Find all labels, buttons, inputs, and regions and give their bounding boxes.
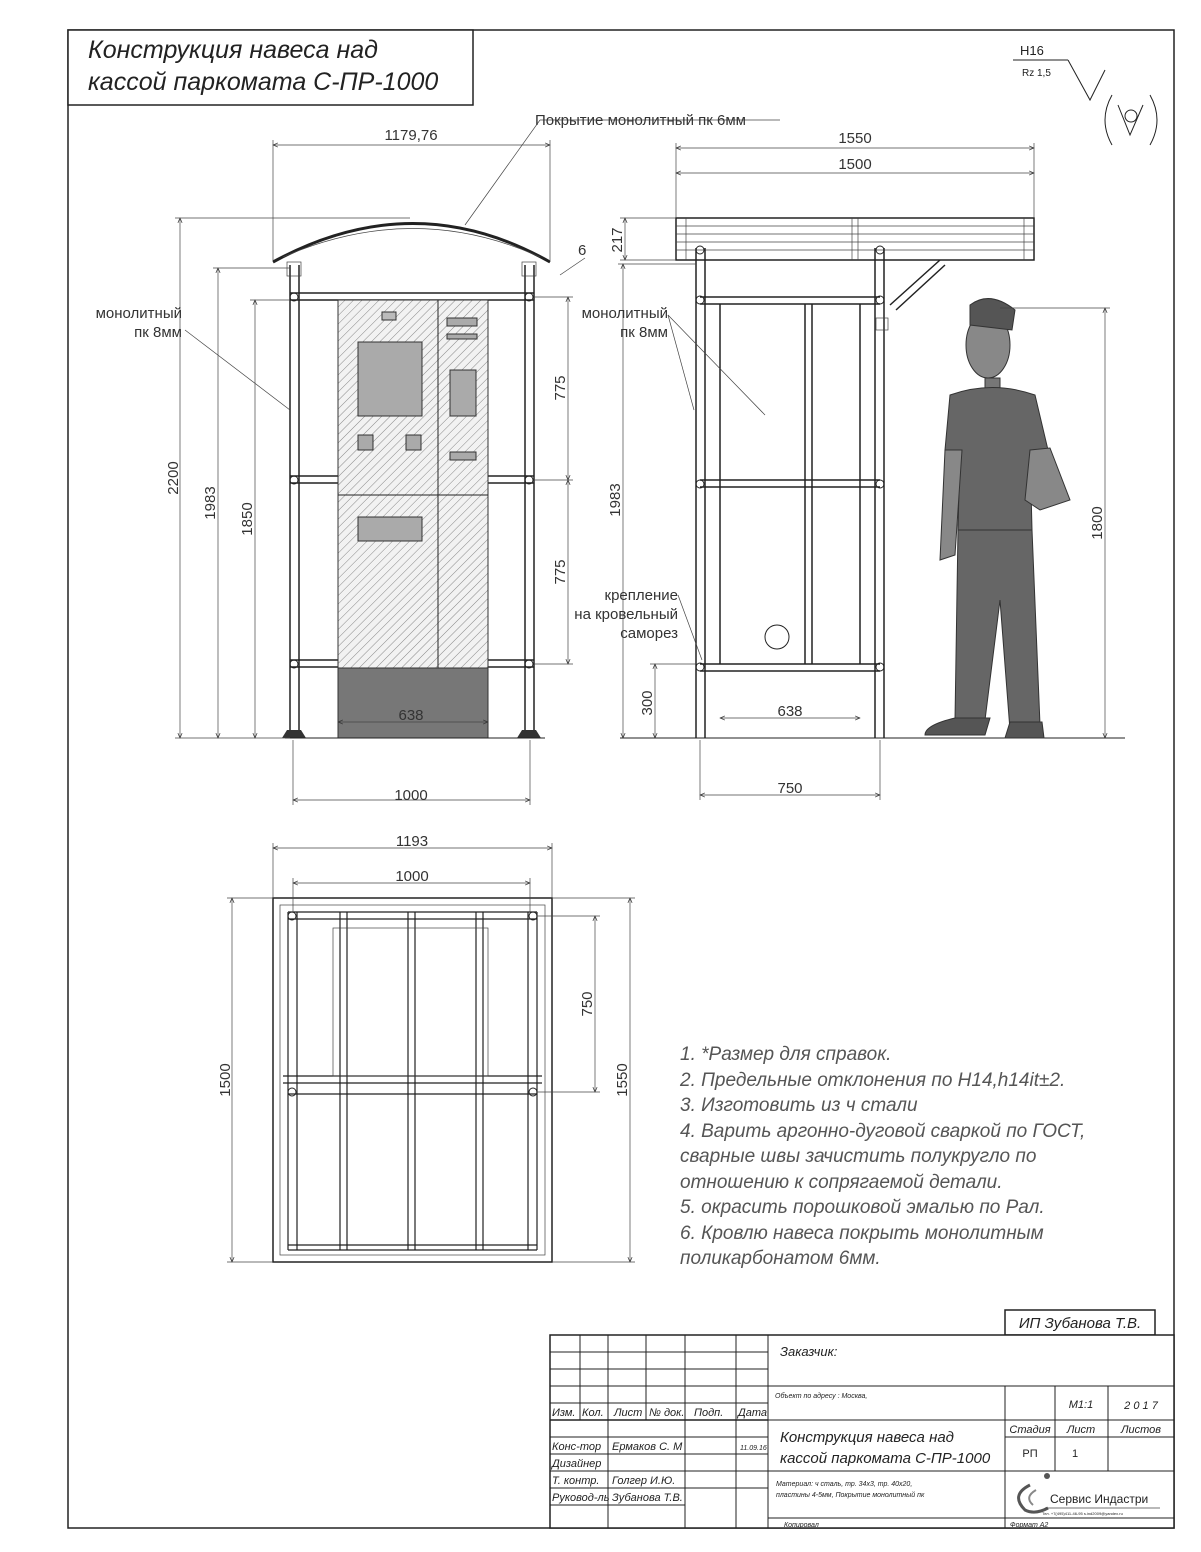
- year-value: 2 0 1 7: [1124, 1400, 1158, 1412]
- scale-value: М1:1: [1068, 1399, 1094, 1411]
- plan-dim-750: 750: [579, 991, 596, 1017]
- side-dim-1500: 1500: [838, 156, 872, 173]
- note-line: 3. Изготовить из ч стали: [680, 1095, 918, 1116]
- header-list: Лист: [614, 1407, 643, 1419]
- note-line: 1. *Размер для справок.: [680, 1044, 892, 1065]
- front-dim-kiosk: 638: [398, 707, 424, 724]
- material-line-1: Материал: ч сталь, тр. 34х3, тр. 40х20,: [776, 1481, 913, 1488]
- drawing-name-1: Конструкция навеса над: [780, 1429, 954, 1446]
- copied-label: Копировал: [784, 1522, 819, 1529]
- person-control: Голгер И.Ю.: [612, 1475, 676, 1487]
- plan-dim-1193: 1193: [395, 833, 429, 850]
- plan-view: [217, 833, 635, 1262]
- company-contact: Тел. +7(495)411-46-95 s.ind2009@yandex.ru: [1042, 1511, 1123, 1516]
- front-label-cover: Покрытие монолитный пк 6мм: [535, 112, 746, 129]
- front-dim-2200: 2200: [165, 461, 182, 495]
- customer-label: Заказчик:: [780, 1344, 838, 1359]
- title-block: [550, 1310, 1174, 1529]
- header-sign: Подп.: [694, 1407, 724, 1419]
- company-logo-text: Сервис Индастри: [1050, 1492, 1149, 1506]
- side-dim-750: 750: [777, 780, 803, 797]
- plan-dim-1000: 1000: [395, 868, 429, 885]
- side-view: [574, 130, 1125, 800]
- front-dim-775-upper: 775: [552, 375, 569, 401]
- person-designer: Ермаков С. М: [612, 1441, 683, 1453]
- side-dim-1800: 1800: [1089, 506, 1106, 540]
- format-label: Формат А2: [1010, 1522, 1049, 1529]
- side-label-mono-1: монолитный: [581, 305, 668, 322]
- company-name: ИП Зубанова Т.В.: [1018, 1315, 1142, 1332]
- header-kol: Кол.: [582, 1407, 604, 1419]
- plan-dim-1500: 1500: [217, 1063, 234, 1097]
- front-dim-top: 1179,76: [384, 127, 438, 144]
- note-line: 4. Варить аргонно-дуговой сваркой по ГОСТ,: [680, 1121, 1086, 1142]
- note-line: 6. Кровлю навеса покрыть монолитным: [680, 1223, 1044, 1244]
- plan-dim-1550: 1550: [614, 1063, 631, 1097]
- side-dim-300: 300: [639, 690, 656, 716]
- side-label-mono-2: пк 8мм: [620, 324, 668, 341]
- side-dim-1983: 1983: [607, 483, 624, 517]
- material-line-2: пластины 4-5мм, Покрытие монолитный пк: [776, 1492, 925, 1499]
- note-line: 2. Предельные отклонения по H14,h14it±2.: [680, 1070, 1066, 1091]
- roughness-symbol: [1013, 43, 1157, 145]
- roughness-rz: Rz 1,5: [1022, 68, 1051, 79]
- front-label-mono-1: монолитный: [95, 305, 182, 322]
- front-dim-775-lower: 775: [552, 559, 569, 585]
- header-date: Дата: [738, 1407, 768, 1419]
- side-label-fix-2: на кровельный: [574, 606, 678, 623]
- title-line-2: кассой паркомата С-ПР-1000: [88, 68, 439, 96]
- role-designer: Конс-тор: [552, 1441, 602, 1453]
- drawing-name-2: кассой паркомата С-ПР-1000: [780, 1450, 991, 1467]
- stage-header: Стадия: [1009, 1424, 1051, 1436]
- sheet-header: Лист: [1066, 1424, 1096, 1436]
- note-line: поликарбонатом 6мм.: [680, 1248, 881, 1269]
- sheet-value: 1: [1072, 1448, 1079, 1460]
- header-izm: Изм.: [552, 1407, 576, 1419]
- side-dim-638: 638: [777, 703, 803, 720]
- role-design: Дизайнер: [552, 1458, 602, 1470]
- front-dim-1850: 1850: [239, 502, 256, 536]
- title-box: [68, 30, 473, 105]
- sheets-header: Листов: [1120, 1424, 1162, 1436]
- roughness-h: H16: [1020, 43, 1044, 58]
- front-dim-6: 6: [578, 242, 587, 259]
- side-label-fix-1: крепление: [604, 587, 678, 604]
- front-view: [96, 112, 780, 805]
- sheet-frame: [68, 30, 1174, 1528]
- title-line-1: Конструкция навеса над: [88, 36, 378, 64]
- side-dim-1550: 1550: [838, 130, 872, 147]
- date-value: 11.09.16: [740, 1445, 767, 1452]
- person-silhouette: [925, 299, 1070, 738]
- role-control: Т. контр.: [552, 1475, 600, 1487]
- side-label-fix-3: саморез: [620, 625, 678, 642]
- stage-value: РП: [1022, 1448, 1038, 1460]
- address-text: Объект по адресу : Москва,: [775, 1393, 868, 1400]
- technical-notes: [679, 1044, 1085, 1269]
- front-dim-width: 1000: [394, 787, 428, 804]
- header-doc: № док.: [649, 1407, 685, 1419]
- front-label-mono-2: пк 8мм: [134, 324, 182, 341]
- side-dim-217: 217: [609, 227, 626, 253]
- front-dim-1983: 1983: [202, 486, 219, 520]
- person-head: Зубанова Т.В.: [612, 1492, 683, 1504]
- note-line: сварные швы зачистить полукругло по: [680, 1146, 1037, 1167]
- role-head: Руковод-ль: [552, 1492, 610, 1504]
- note-line: отношению к сопрягаемой детали.: [680, 1172, 1003, 1193]
- note-line: 5. окрасить порошковой эмалью по Рал.: [680, 1197, 1045, 1218]
